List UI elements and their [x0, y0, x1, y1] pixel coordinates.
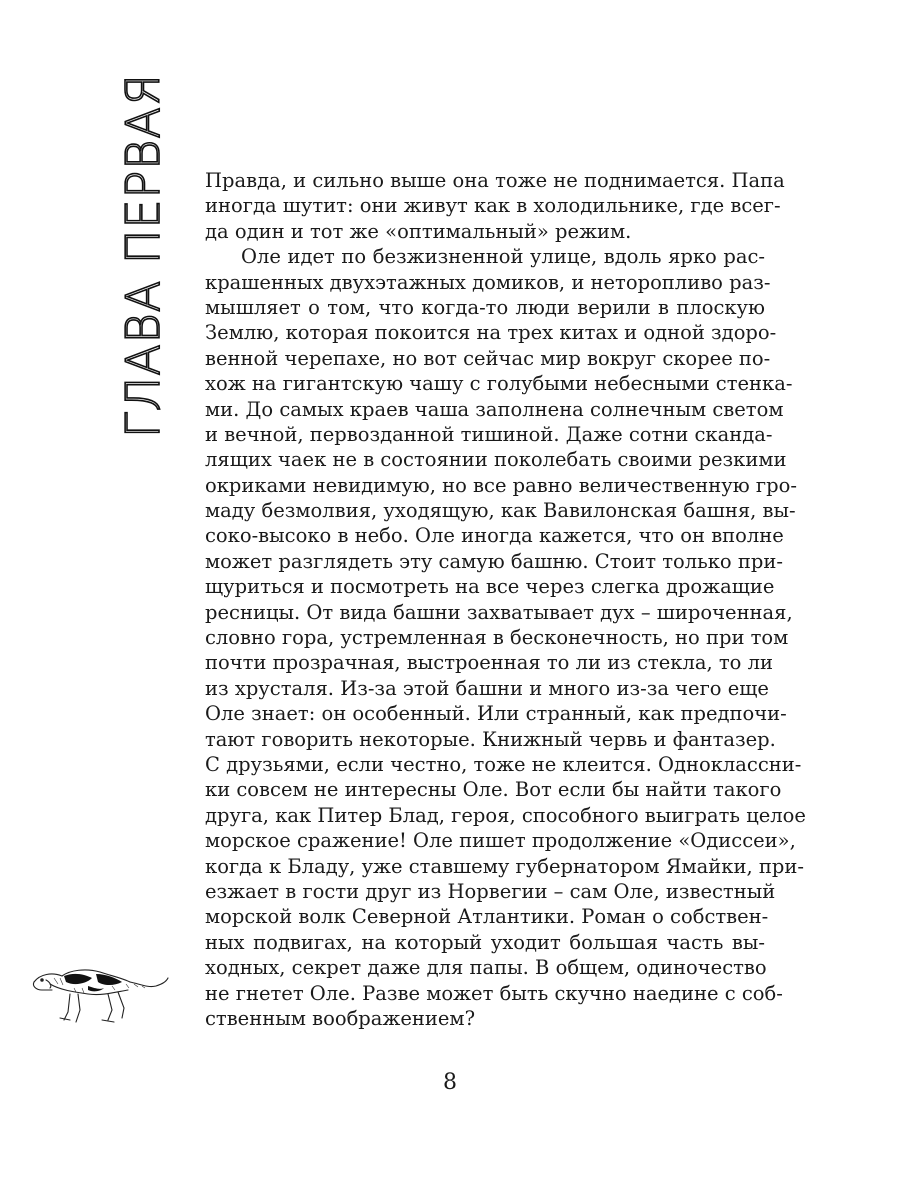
text-line: лящих чаек не в состоянии поколебать своими резкими — [205, 448, 787, 472]
animal-sketch-illustration — [30, 960, 170, 1030]
text-line: словно гора, устремленная в бесконечность, но при том — [205, 626, 789, 650]
text-line: ходных, секрет даже для папы. В общем, одиночество — [205, 956, 767, 980]
chapter-title-text: ГЛАВА ПЕРВАЯ — [116, 73, 170, 438]
text-line: из хрусталя. Из-за этой башни и много из-за чего еще — [205, 676, 769, 700]
text-line: соко-высоко в небо. Оле иногда кажется, что он вполне — [205, 524, 784, 548]
text-line: когда к Бладу, уже ставшему губернатором Ямайки, при- — [205, 854, 804, 878]
text-line: С друзьями, если честно, тоже не клеится. Одноклассни- — [205, 752, 802, 776]
text-line: ственным воображением? — [205, 1006, 476, 1030]
text-line: и вечной, первозданной тишиной. Даже сотни сканда- — [205, 422, 773, 446]
chapter-title — [114, 73, 174, 440]
text-line: не гнетет Оле. Разве может быть скучно наедине с соб- — [205, 981, 783, 1005]
text-line: хож на гигантскую чашу с голубыми небесными стенка- — [205, 372, 793, 396]
text-line: да один и тот же «оптимальный» режим. — [205, 219, 632, 243]
text-line: ресницы. От вида башни захватывает дух – широченная, — [205, 600, 793, 624]
text-line: ки совсем не интересны Оле. Вот если бы найти такого — [205, 778, 782, 802]
page-number: 8 — [443, 1070, 457, 1095]
text-line: крашенных двухэтажных домиков, и неторопливо раз- — [205, 270, 771, 294]
text-line: мышляет о том, что когда-то люди верили в плоскую — [205, 295, 765, 319]
text-line: Землю, которая покоится на трех китах и одной здоро- — [205, 321, 777, 345]
text-line: окриками невидимую, но все равно величественную гро- — [205, 473, 797, 497]
text-line: щуриться и посмотреть на все через слегка дрожащие — [205, 575, 775, 599]
text-line: ми. До самых краев чаша заполнена солнечным светом — [205, 397, 784, 421]
body-text — [205, 168, 806, 1031]
text-line: венной черепахе, но вот сейчас мир вокруг скорее по- — [205, 346, 771, 370]
text-line: морское сражение! Оле пишет продолжение «Одиссеи», — [205, 829, 796, 853]
text-line: Правда, и сильно выше она тоже не поднимается. Папа — [205, 169, 785, 192]
text-line: ных подвигах, на который уходит большая часть вы- — [205, 930, 765, 954]
text-line: может разглядеть эту самую башню. Стоит только при- — [205, 549, 783, 573]
text-line: тают говорить некоторые. Книжный червь и фантазер. — [205, 727, 776, 751]
text-line: Оле знает: он особенный. Или странный, как предпочи- — [205, 702, 787, 726]
text-line: маду безмолвия, уходящую, как Вавилонская башня, вы- — [205, 499, 796, 523]
text-line: иногда шутит: они живут как в холодильнике, где всег- — [205, 194, 781, 218]
text-line: Оле идет по безжизненной улице, вдоль ярко рас- — [241, 245, 765, 269]
text-line: морской волк Северной Атлантики. Роман о собствен- — [205, 905, 769, 929]
text-line: езжает в гости друг из Норвегии – сам Оле, известный — [205, 879, 776, 903]
text-line: друга, как Питер Блад, героя, способного выиграть целое — [205, 803, 806, 827]
text-line: почти прозрачная, выстроенная то ли из стекла, то ли — [205, 651, 773, 675]
